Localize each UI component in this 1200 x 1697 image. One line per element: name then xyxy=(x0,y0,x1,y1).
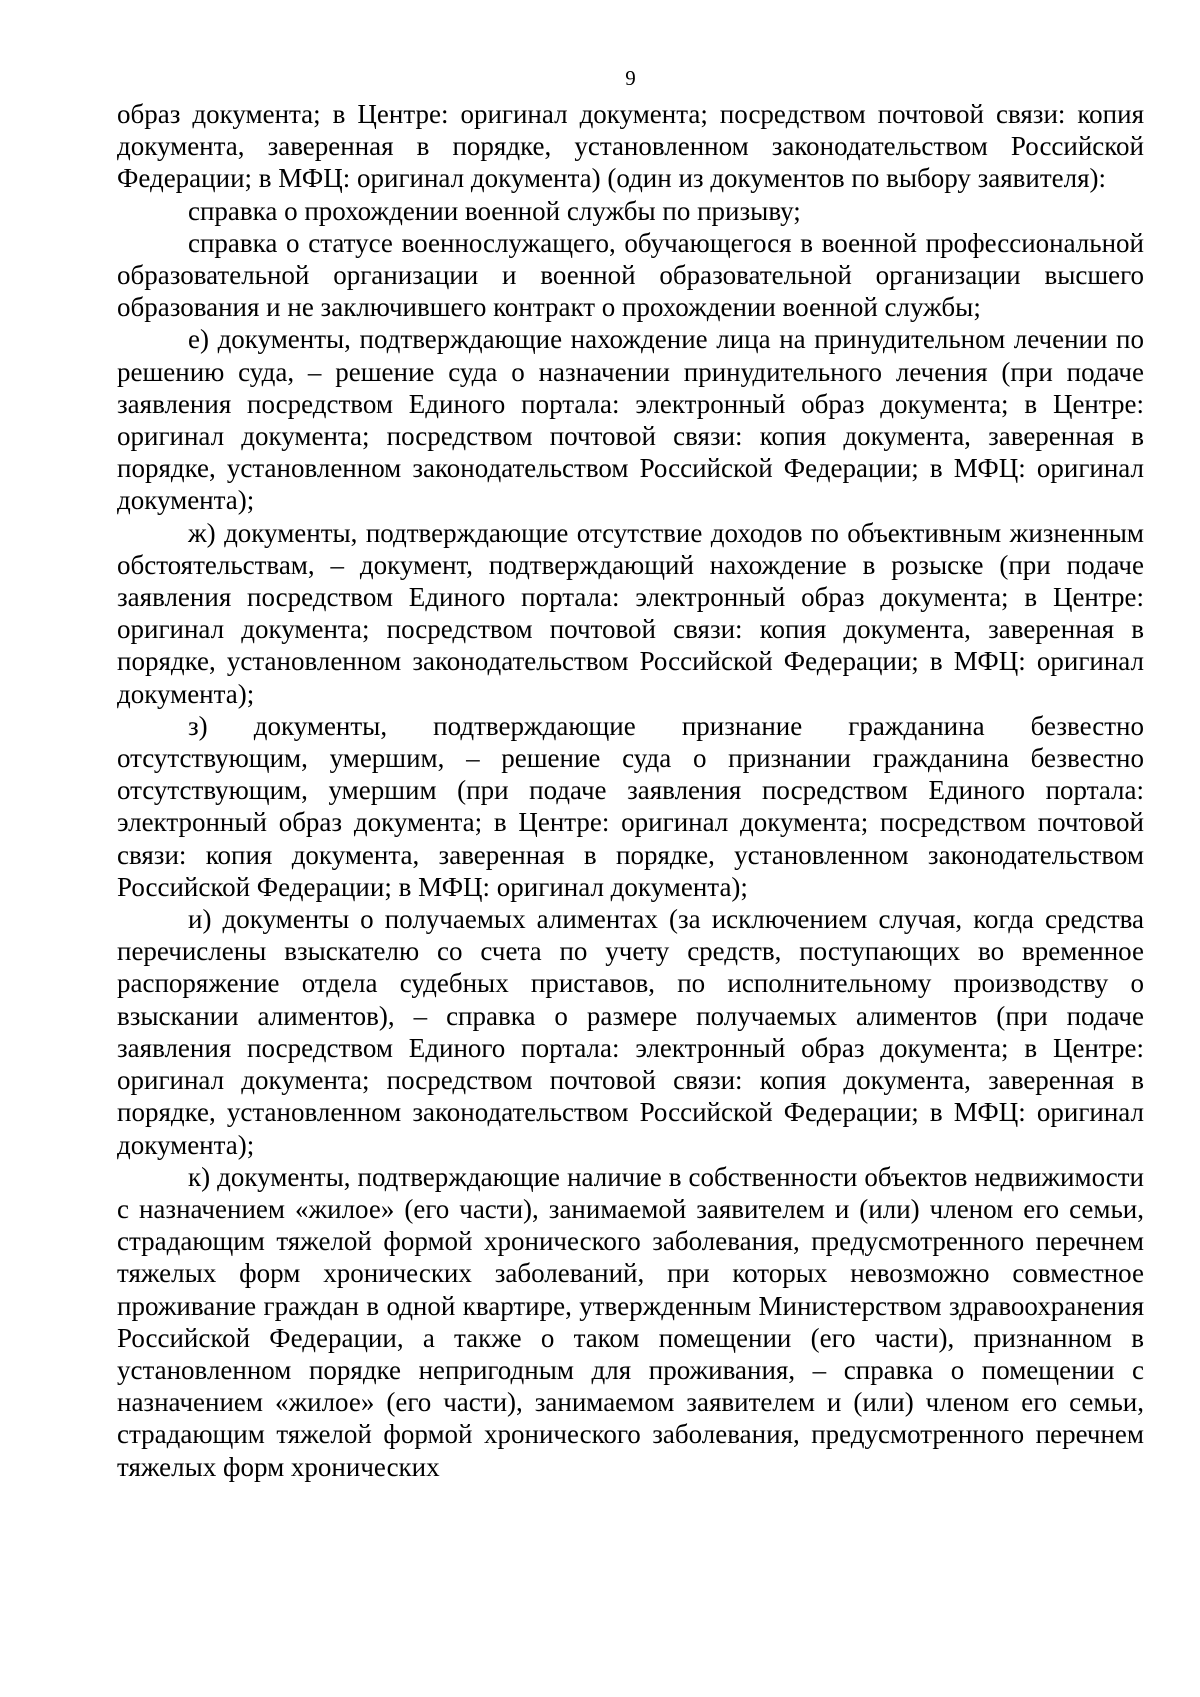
paragraph-item-e: е) документы, подтверждающие нахождение лица на принудительном лечении по решению суда, – решение суда о назначении принудительного лечения (при подаче заявления посредством Единого портала: электронный образ документа; в Центре: оригинал документа; посредством почтовой связи: копия документа, заверенная в порядке, установленном законодательством Российской Федерации; в МФЦ: оригинал документа); xyxy=(117,324,1144,516)
paragraph-serviceman-status-certificate: справка о статусе военнослужащего, обучающегося в военной профессиональной образовательной организации и военной образовательной организации высшего образования и не заключившего контракт о прохождении военной службы; xyxy=(117,227,1144,323)
paragraph-item-zh: ж) документы, подтверждающие отсутствие доходов по объективным жизненным обстоятельствам, – документ, подтверждающий нахождение в розыске (при подаче заявления посредством Единого портала: электронный образ документа; в Центре: оригинал документа; посредством почтовой связи: копия документа, заверенная в порядке, установленном законодательством Российской Федерации; в МФЦ: оригинал документа); xyxy=(117,517,1144,709)
paragraph-item-z: з) документы, подтверждающие признание гражданина безвестно отсутствующим, умершим, – решение суда о признании гражданина безвестно отсутствующим, умершим (при подаче заявления посредством Единого портала: электронный образ документа; в Центре: оригинал документа; посредством почтовой связи: копия документа, заверенная в порядке, установленном законодательством Российской Федерации; в МФЦ: оригинал документа); xyxy=(117,710,1144,902)
paragraph-military-service-certificate: справка о прохождении военной службы по призыву; xyxy=(188,195,801,226)
document-body xyxy=(117,98,1144,1483)
paragraph-item-k: к) документы, подтверждающие наличие в собственности объектов недвижимости с назначением «жилое» (его части), занимаемой заявителем и (или) членом его семьи, страдающим тяжелой формой хронического заболевания, предусмотренного перечнем тяжелых форм хронических заболеваний, при которых невозможно совместное проживание граждан в одной квартире, утвержденным Министерством здравоохранения Российской Федерации, а также о таком помещении (его части), признанном в установленном порядке непригодным для проживания, – справка о помещении с назначением «жилое» (его части), занимаемом заявителем и (или) членом его семьи, страдающим тяжелой формой хронического заболевания, предусмотренного перечнем тяжелых форм хронических xyxy=(117,1161,1144,1482)
page-number: 9 xyxy=(625,66,636,90)
paragraph-continuation: образ документа; в Центре: оригинал документа; посредством почтовой связи: копия документа, заверенная в порядке, установленном законодательством Российской Федерации; в МФЦ: оригинал документа) (один из документов по выбору заявителя): xyxy=(117,99,1144,194)
paragraph-item-i: и) документы о получаемых алиментах (за исключением случая, когда средства перечислены взыскателю со счета по учету средств, поступающих во временное распоряжение отдела судебных приставов, по исполнительному производству о взыскании алиментов), – справка о размере получаемых алиментов (при подаче заявления посредством Единого портала: электронный образ документа; в Центре: оригинал документа; посредством почтовой связи: копия документа, заверенная в порядке, установленном законодательством Российской Федерации; в МФЦ: оригинал документа); xyxy=(117,904,1144,1160)
